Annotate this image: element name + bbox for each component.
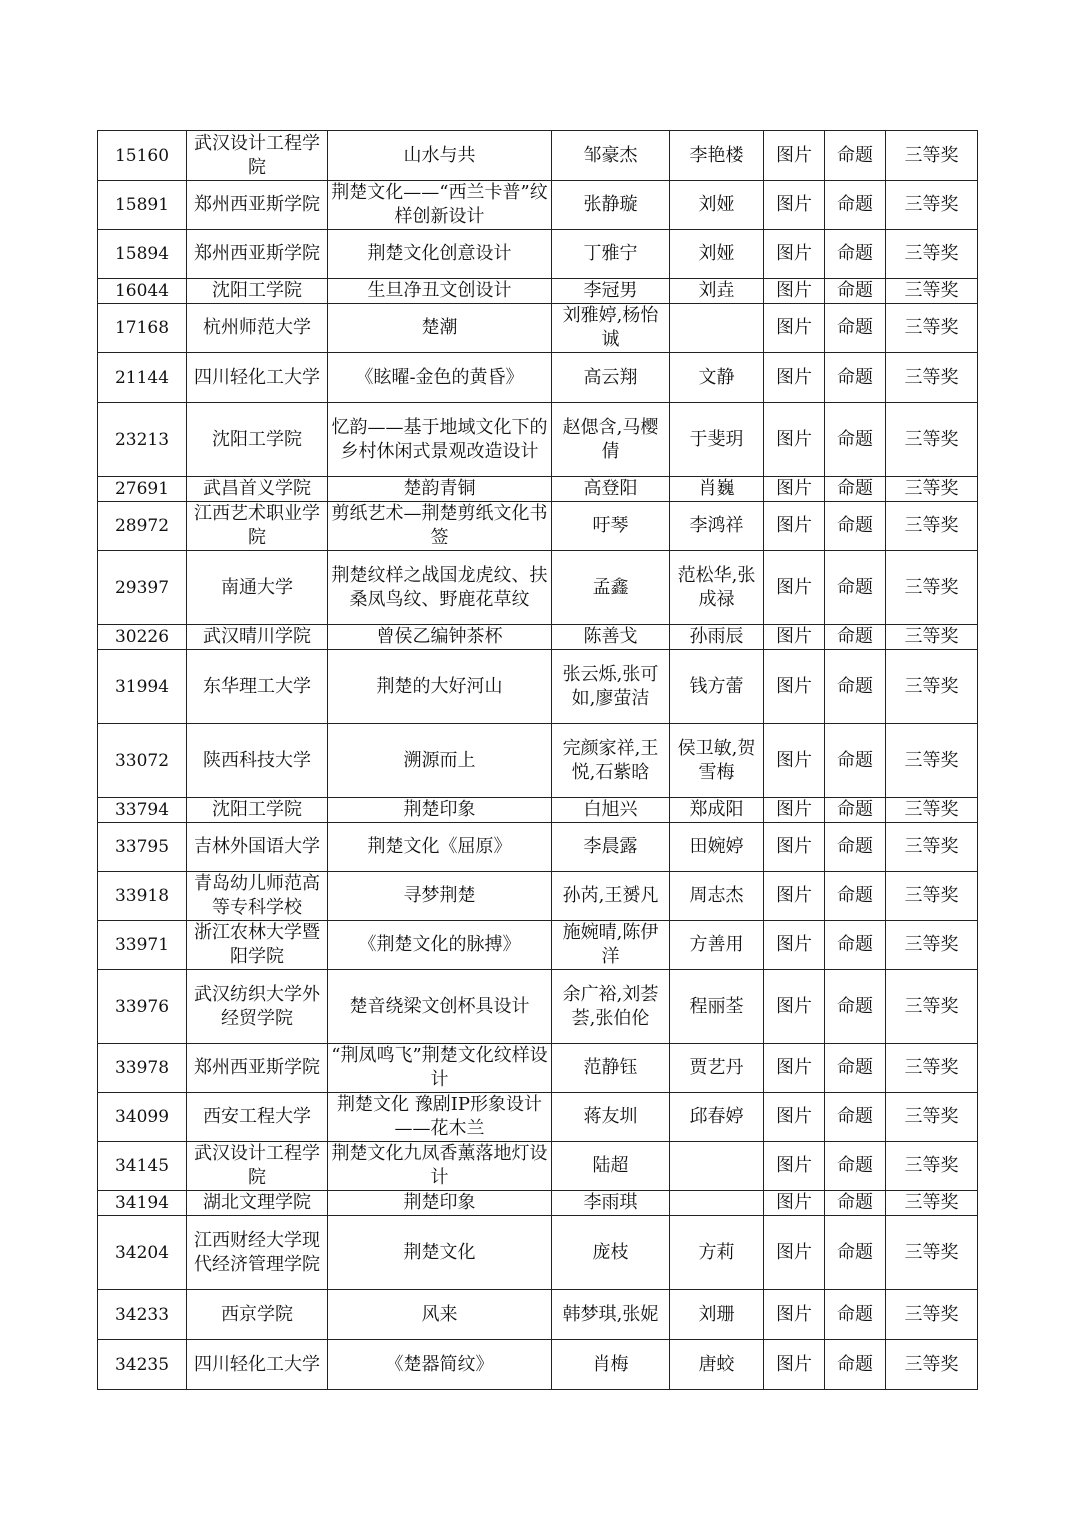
cell-type: 图片 (764, 823, 825, 872)
cell-title: 荆楚纹样之战国龙虎纹、扶桑凤鸟纹、野鹿花草纹 (328, 551, 552, 625)
cell-award: 三等奖 (886, 1142, 978, 1191)
cell-type: 图片 (764, 353, 825, 403)
cell-type: 图片 (764, 798, 825, 823)
table-row (98, 650, 978, 724)
cell-category: 命题 (825, 181, 886, 230)
cell-school: 郑州西亚斯学院 (187, 181, 328, 230)
cell-title: 溯源而上 (328, 724, 552, 798)
table-row (98, 230, 978, 279)
cell-school: 沈阳工学院 (187, 279, 328, 304)
cell-type: 图片 (764, 1142, 825, 1191)
cell-authors: 蒋友圳 (552, 1093, 670, 1142)
cell-advisor: 郑成阳 (670, 798, 764, 823)
cell-school: 武汉设计工程学院 (187, 131, 328, 181)
table-row (98, 1340, 978, 1390)
table-row (98, 970, 978, 1044)
cell-award: 三等奖 (886, 1290, 978, 1340)
table-row (98, 502, 978, 551)
cell-type: 图片 (764, 304, 825, 353)
cell-advisor: 李艳楼 (670, 131, 764, 181)
cell-advisor: 侯卫敏,贺雪梅 (670, 724, 764, 798)
cell-advisor: 方莉 (670, 1216, 764, 1290)
cell-id: 21144 (98, 353, 187, 403)
cell-award: 三等奖 (886, 970, 978, 1044)
cell-type: 图片 (764, 1093, 825, 1142)
cell-type: 图片 (764, 724, 825, 798)
cell-id: 34204 (98, 1216, 187, 1290)
cell-award: 三等奖 (886, 131, 978, 181)
cell-title: 忆韵——基于地域文化下的乡村休闲式景观改造设计 (328, 403, 552, 477)
cell-award: 三等奖 (886, 304, 978, 353)
cell-category: 命题 (825, 724, 886, 798)
cell-award: 三等奖 (886, 625, 978, 650)
cell-id: 16044 (98, 279, 187, 304)
cell-award: 三等奖 (886, 1340, 978, 1390)
cell-category: 命题 (825, 625, 886, 650)
cell-advisor (670, 1142, 764, 1191)
cell-award: 三等奖 (886, 724, 978, 798)
cell-title: 寻梦荆楚 (328, 872, 552, 921)
cell-type: 图片 (764, 872, 825, 921)
table-row (98, 1142, 978, 1191)
table-row (98, 872, 978, 921)
cell-id: 29397 (98, 551, 187, 625)
cell-id: 15894 (98, 230, 187, 279)
cell-category: 命题 (825, 131, 886, 181)
cell-category: 命题 (825, 1191, 886, 1216)
cell-title: 风来 (328, 1290, 552, 1340)
cell-authors: 丁雅宁 (552, 230, 670, 279)
cell-category: 命题 (825, 477, 886, 502)
cell-school: 沈阳工学院 (187, 798, 328, 823)
cell-type: 图片 (764, 1340, 825, 1390)
cell-id: 23213 (98, 403, 187, 477)
cell-award: 三等奖 (886, 477, 978, 502)
cell-advisor: 孙雨辰 (670, 625, 764, 650)
cell-category: 命题 (825, 279, 886, 304)
cell-school: 沈阳工学院 (187, 403, 328, 477)
cell-category: 命题 (825, 650, 886, 724)
cell-type: 图片 (764, 403, 825, 477)
cell-authors: 邹豪杰 (552, 131, 670, 181)
cell-award: 三等奖 (886, 650, 978, 724)
cell-category: 命题 (825, 304, 886, 353)
cell-title: 荆楚文化创意设计 (328, 230, 552, 279)
cell-authors: 张云烁,张可如,廖萤洁 (552, 650, 670, 724)
cell-category: 命题 (825, 551, 886, 625)
cell-award: 三等奖 (886, 403, 978, 477)
cell-title: 山水与共 (328, 131, 552, 181)
cell-school: 西安工程大学 (187, 1093, 328, 1142)
cell-authors: 韩梦琪,张妮 (552, 1290, 670, 1340)
table-row (98, 823, 978, 872)
cell-id: 15891 (98, 181, 187, 230)
cell-advisor (670, 304, 764, 353)
cell-school: 西京学院 (187, 1290, 328, 1340)
cell-authors: 施婉晴,陈伊洋 (552, 921, 670, 970)
cell-title: 荆楚文化 (328, 1216, 552, 1290)
table-row (98, 1191, 978, 1216)
cell-category: 命题 (825, 1044, 886, 1093)
cell-advisor: 程丽荃 (670, 970, 764, 1044)
cell-award: 三等奖 (886, 1044, 978, 1093)
cell-award: 三等奖 (886, 872, 978, 921)
cell-type: 图片 (764, 1044, 825, 1093)
cell-id: 27691 (98, 477, 187, 502)
table-row (98, 1044, 978, 1093)
cell-title: 荆楚文化——“西兰卡普”纹样创新设计 (328, 181, 552, 230)
cell-advisor: 刘娅 (670, 181, 764, 230)
cell-school: 武昌首义学院 (187, 477, 328, 502)
cell-id: 33072 (98, 724, 187, 798)
cell-category: 命题 (825, 502, 886, 551)
cell-id: 34235 (98, 1340, 187, 1390)
cell-award: 三等奖 (886, 551, 978, 625)
cell-category: 命题 (825, 230, 886, 279)
cell-school: 陕西科技大学 (187, 724, 328, 798)
table-row (98, 625, 978, 650)
cell-id: 34145 (98, 1142, 187, 1191)
cell-id: 28972 (98, 502, 187, 551)
cell-title: 《楚器简纹》 (328, 1340, 552, 1390)
cell-authors: 李雨琪 (552, 1191, 670, 1216)
table-row (98, 1093, 978, 1142)
cell-title: 《荆楚文化的脉搏》 (328, 921, 552, 970)
cell-authors: 范静钰 (552, 1044, 670, 1093)
cell-title: 楚潮 (328, 304, 552, 353)
cell-title: 荆楚文化《屈原》 (328, 823, 552, 872)
table-row (98, 181, 978, 230)
table-row (98, 1216, 978, 1290)
cell-advisor: 文静 (670, 353, 764, 403)
cell-title: 荆楚印象 (328, 798, 552, 823)
cell-type: 图片 (764, 650, 825, 724)
cell-advisor: 周志杰 (670, 872, 764, 921)
awards-table (97, 130, 978, 1390)
cell-advisor: 肖巍 (670, 477, 764, 502)
cell-type: 图片 (764, 477, 825, 502)
cell-school: 郑州西亚斯学院 (187, 1044, 328, 1093)
cell-advisor: 李鸿祥 (670, 502, 764, 551)
cell-school: 郑州西亚斯学院 (187, 230, 328, 279)
cell-advisor: 刘娅 (670, 230, 764, 279)
cell-id: 34233 (98, 1290, 187, 1340)
cell-award: 三等奖 (886, 1191, 978, 1216)
cell-advisor: 刘珊 (670, 1290, 764, 1340)
cell-title: 剪纸艺术—荆楚剪纸文化书签 (328, 502, 552, 551)
cell-category: 命题 (825, 403, 886, 477)
cell-award: 三等奖 (886, 502, 978, 551)
cell-award: 三等奖 (886, 181, 978, 230)
cell-type: 图片 (764, 1191, 825, 1216)
cell-advisor: 钱方蕾 (670, 650, 764, 724)
cell-id: 17168 (98, 304, 187, 353)
cell-type: 图片 (764, 1290, 825, 1340)
cell-school: 青岛幼儿师范高等专科学校 (187, 872, 328, 921)
cell-category: 命题 (825, 823, 886, 872)
cell-category: 命题 (825, 798, 886, 823)
cell-school: 武汉设计工程学院 (187, 1142, 328, 1191)
cell-category: 命题 (825, 1093, 886, 1142)
cell-school: 武汉晴川学院 (187, 625, 328, 650)
cell-authors: 余广裕,刘荟荟,张伯伦 (552, 970, 670, 1044)
table-row (98, 403, 978, 477)
cell-id: 33971 (98, 921, 187, 970)
cell-authors: 李晨露 (552, 823, 670, 872)
cell-authors: 肖梅 (552, 1340, 670, 1390)
cell-award: 三等奖 (886, 798, 978, 823)
cell-category: 命题 (825, 1340, 886, 1390)
table-row (98, 798, 978, 823)
cell-advisor: 方善用 (670, 921, 764, 970)
cell-category: 命题 (825, 1142, 886, 1191)
cell-advisor: 范松华,张成禄 (670, 551, 764, 625)
cell-award: 三等奖 (886, 353, 978, 403)
cell-category: 命题 (825, 970, 886, 1044)
cell-id: 33795 (98, 823, 187, 872)
cell-id: 15160 (98, 131, 187, 181)
cell-school: 四川轻化工大学 (187, 1340, 328, 1390)
cell-award: 三等奖 (886, 921, 978, 970)
cell-authors: 孟鑫 (552, 551, 670, 625)
cell-title: “荆凤鸣飞”荆楚文化纹样设计 (328, 1044, 552, 1093)
cell-type: 图片 (764, 131, 825, 181)
table-row (98, 1290, 978, 1340)
cell-authors: 高云翔 (552, 353, 670, 403)
cell-id: 33794 (98, 798, 187, 823)
cell-type: 图片 (764, 551, 825, 625)
cell-advisor (670, 1191, 764, 1216)
cell-category: 命题 (825, 1290, 886, 1340)
cell-type: 图片 (764, 181, 825, 230)
cell-school: 吉林外国语大学 (187, 823, 328, 872)
cell-authors: 吁琴 (552, 502, 670, 551)
cell-title: 楚音绕梁文创杯具设计 (328, 970, 552, 1044)
table-row (98, 279, 978, 304)
cell-title: 荆楚文化九凤香薰落地灯设计 (328, 1142, 552, 1191)
cell-school: 杭州师范大学 (187, 304, 328, 353)
cell-school: 东华理工大学 (187, 650, 328, 724)
cell-school: 江西财经大学现代经济管理学院 (187, 1216, 328, 1290)
cell-school: 武汉纺织大学外经贸学院 (187, 970, 328, 1044)
table-row (98, 304, 978, 353)
cell-id: 33976 (98, 970, 187, 1044)
cell-title: 荆楚文化 豫剧IP形象设计——花木兰 (328, 1093, 552, 1142)
cell-authors: 高登阳 (552, 477, 670, 502)
cell-authors: 白旭兴 (552, 798, 670, 823)
table-body (98, 131, 978, 1390)
cell-type: 图片 (764, 502, 825, 551)
table-row (98, 477, 978, 502)
cell-advisor: 唐蛟 (670, 1340, 764, 1390)
cell-type: 图片 (764, 230, 825, 279)
cell-title: 楚韵青铜 (328, 477, 552, 502)
cell-award: 三等奖 (886, 279, 978, 304)
cell-authors: 完颜家祥,王悦,石紫晗 (552, 724, 670, 798)
cell-authors: 陆超 (552, 1142, 670, 1191)
cell-category: 命题 (825, 353, 886, 403)
cell-id: 33918 (98, 872, 187, 921)
cell-authors: 庞枝 (552, 1216, 670, 1290)
cell-type: 图片 (764, 1216, 825, 1290)
cell-award: 三等奖 (886, 1093, 978, 1142)
table-row (98, 921, 978, 970)
cell-title: 荆楚的大好河山 (328, 650, 552, 724)
cell-category: 命题 (825, 921, 886, 970)
cell-title: 《眩曜-金色的黄昏》 (328, 353, 552, 403)
cell-school: 湖北文理学院 (187, 1191, 328, 1216)
cell-id: 33978 (98, 1044, 187, 1093)
cell-authors: 张静璇 (552, 181, 670, 230)
cell-title: 曾侯乙编钟茶杯 (328, 625, 552, 650)
cell-authors: 陈善戈 (552, 625, 670, 650)
cell-category: 命题 (825, 872, 886, 921)
cell-type: 图片 (764, 279, 825, 304)
cell-id: 34194 (98, 1191, 187, 1216)
cell-advisor: 贾艺丹 (670, 1044, 764, 1093)
cell-authors: 孙芮,王赟凡 (552, 872, 670, 921)
cell-category: 命题 (825, 1216, 886, 1290)
cell-school: 四川轻化工大学 (187, 353, 328, 403)
cell-id: 34099 (98, 1093, 187, 1142)
cell-advisor: 田婉婷 (670, 823, 764, 872)
cell-type: 图片 (764, 625, 825, 650)
cell-award: 三等奖 (886, 230, 978, 279)
cell-award: 三等奖 (886, 823, 978, 872)
cell-authors: 李冠男 (552, 279, 670, 304)
cell-advisor: 刘垚 (670, 279, 764, 304)
cell-id: 31994 (98, 650, 187, 724)
cell-type: 图片 (764, 970, 825, 1044)
cell-school: 南通大学 (187, 551, 328, 625)
cell-type: 图片 (764, 921, 825, 970)
cell-advisor: 于斐玥 (670, 403, 764, 477)
cell-title: 生旦净丑文创设计 (328, 279, 552, 304)
table-row (98, 131, 978, 181)
cell-school: 江西艺术职业学院 (187, 502, 328, 551)
cell-school: 浙江农林大学暨阳学院 (187, 921, 328, 970)
table-row (98, 551, 978, 625)
cell-advisor: 邱春婷 (670, 1093, 764, 1142)
cell-authors: 赵偲含,马樱倩 (552, 403, 670, 477)
table-row (98, 724, 978, 798)
cell-authors: 刘雅婷,杨怡诚 (552, 304, 670, 353)
cell-title: 荆楚印象 (328, 1191, 552, 1216)
table-row (98, 353, 978, 403)
cell-award: 三等奖 (886, 1216, 978, 1290)
cell-id: 30226 (98, 625, 187, 650)
